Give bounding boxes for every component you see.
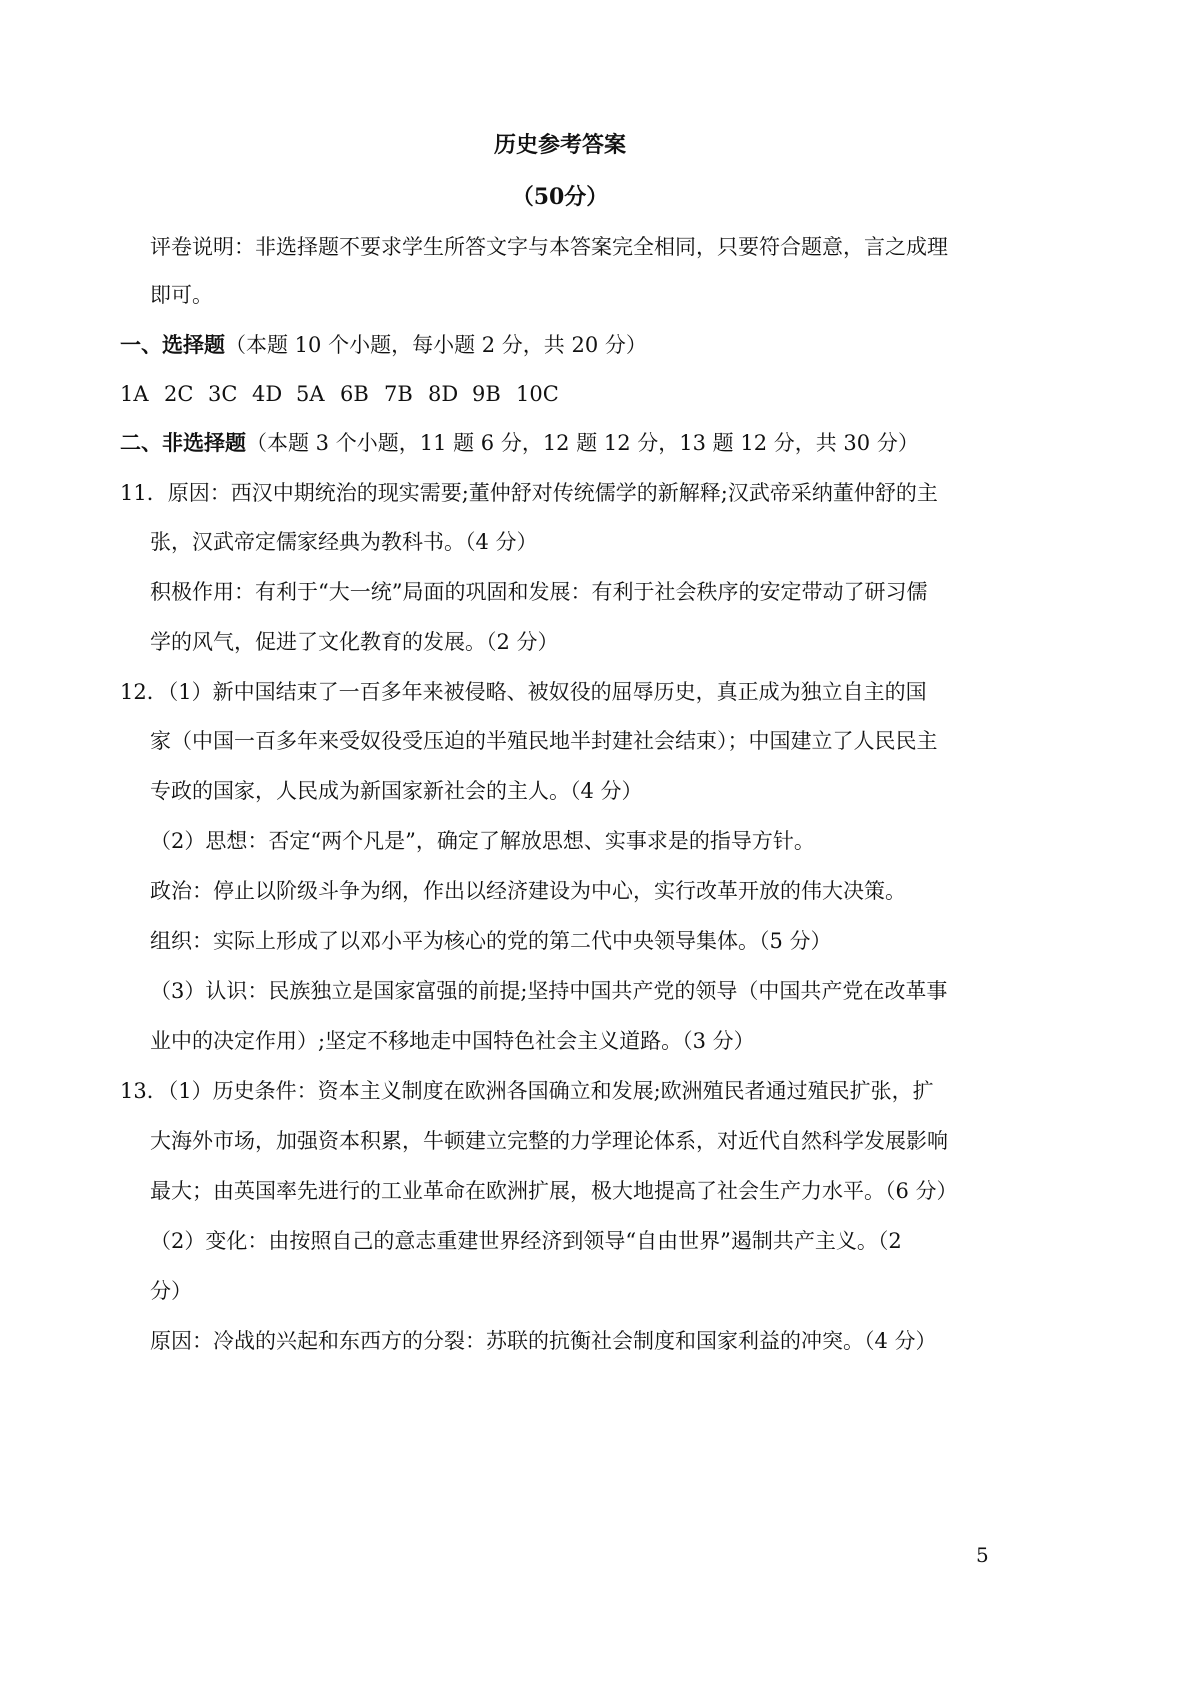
q13-line: 13．（1）历史条件：资本主义制度在欧洲各国确立和发展;欧洲殖民者通过殖民扩张，扩: [120, 1079, 934, 1103]
q12-line: 政治：停止以阶级斗争为纲，作出以经济建设为中心，实行改革开放的伟大决策。: [150, 879, 906, 903]
q11-line: 学的风气，促进了文化教育的发展。（2 分）: [150, 630, 559, 654]
total-score: （50分）: [511, 184, 609, 210]
section-1-header: [120, 330, 647, 360]
q13-line: 分）: [150, 1279, 192, 1303]
q11-line: 张，汉武帝定儒家经典为教科书。（4 分）: [150, 530, 538, 554]
q12-line: 12．（1）新中国结束了一百多年来被侵略、被奴役的屈辱历史，真正成为独立自主的国: [120, 680, 927, 704]
q11-line: 11．原因：西汉中期统治的现实需要;董仲舒对传统儒学的新解释;汉武帝采纳董仲舒的主: [120, 481, 938, 505]
q12-line: 业中的决定作用）;坚定不移地走中国特色社会主义道路。（3 分）: [150, 1029, 755, 1053]
mcq-answer: 3C: [208, 382, 238, 406]
q13-line: 原因：冷战的兴起和东西方的分裂：苏联的抗衡社会制度和国家利益的冲突。（4 分）: [150, 1329, 937, 1353]
q12-line: （2）思想：否定“两个凡是”，确定了解放思想、实事求是的指导方针。: [150, 829, 815, 853]
section-2-desc: （本题 3 个小题，11 题 6 分，12 题 12 分，13 题 12 分，共 30 分）: [246, 431, 919, 455]
q12-line: 专政的国家，人民成为新国家新社会的主人。（4 分）: [150, 779, 643, 803]
mcq-answer: 9B: [472, 382, 501, 406]
q13-line: （2）变化：由按照自己的意志重建世界经济到领导“自由世界”遏制共产主义。（2: [150, 1229, 902, 1253]
page-number: 5: [976, 1543, 989, 1567]
page-title: 历史参考答案: [493, 132, 626, 158]
q11-line: 积极作用：有利于“大一统”局面的巩固和发展：有利于社会秩序的安定带动了研习儒: [150, 580, 928, 604]
mcq-answer: 5A: [296, 382, 325, 406]
mcq-answer: 10C: [516, 382, 559, 406]
q12-line: （3）认识：民族独立是国家富强的前提;坚持中国共产党的领导（中国共产党在改革事: [150, 979, 948, 1003]
q12-line: 家（中国一百多年来受奴役受压迫的半殖民地半封建社会结束）；中国建立了人民民主: [150, 729, 938, 753]
mcq-answer: 2C: [164, 382, 194, 406]
mcq-answer: 8D: [428, 382, 459, 406]
section-2-heading: 二、非选择题: [120, 430, 246, 455]
section-2-header: [120, 428, 919, 458]
section-1-desc: （本题 10 个小题，每小题 2 分，共 20 分）: [225, 333, 647, 357]
mcq-answer: 4D: [252, 382, 283, 406]
mcq-answer: 6B: [340, 382, 369, 406]
q12-line: 组织：实际上形成了以邓小平为核心的党的第二代中央领导集体。（5 分）: [150, 929, 832, 953]
q13-line: 大海外市场，加强资本积累，牛顿建立完整的力学理论体系，对近代自然科学发展影响: [150, 1129, 948, 1153]
mcq-answer: 1A: [120, 382, 149, 406]
grading-note-line-2: 即可。: [150, 283, 213, 307]
grading-note-line-1: 评卷说明：非选择题不要求学生所答文字与本答案完全相同，只要符合题意，言之成理: [150, 235, 948, 259]
mcq-answers: [120, 379, 560, 409]
section-1-heading: 一、选择题: [120, 332, 225, 357]
q13-line: 最大；由英国率先进行的工业革命在欧洲扩展，极大地提高了社会生产力水平。（6 分）: [150, 1179, 958, 1203]
mcq-answer: 7B: [384, 382, 413, 406]
